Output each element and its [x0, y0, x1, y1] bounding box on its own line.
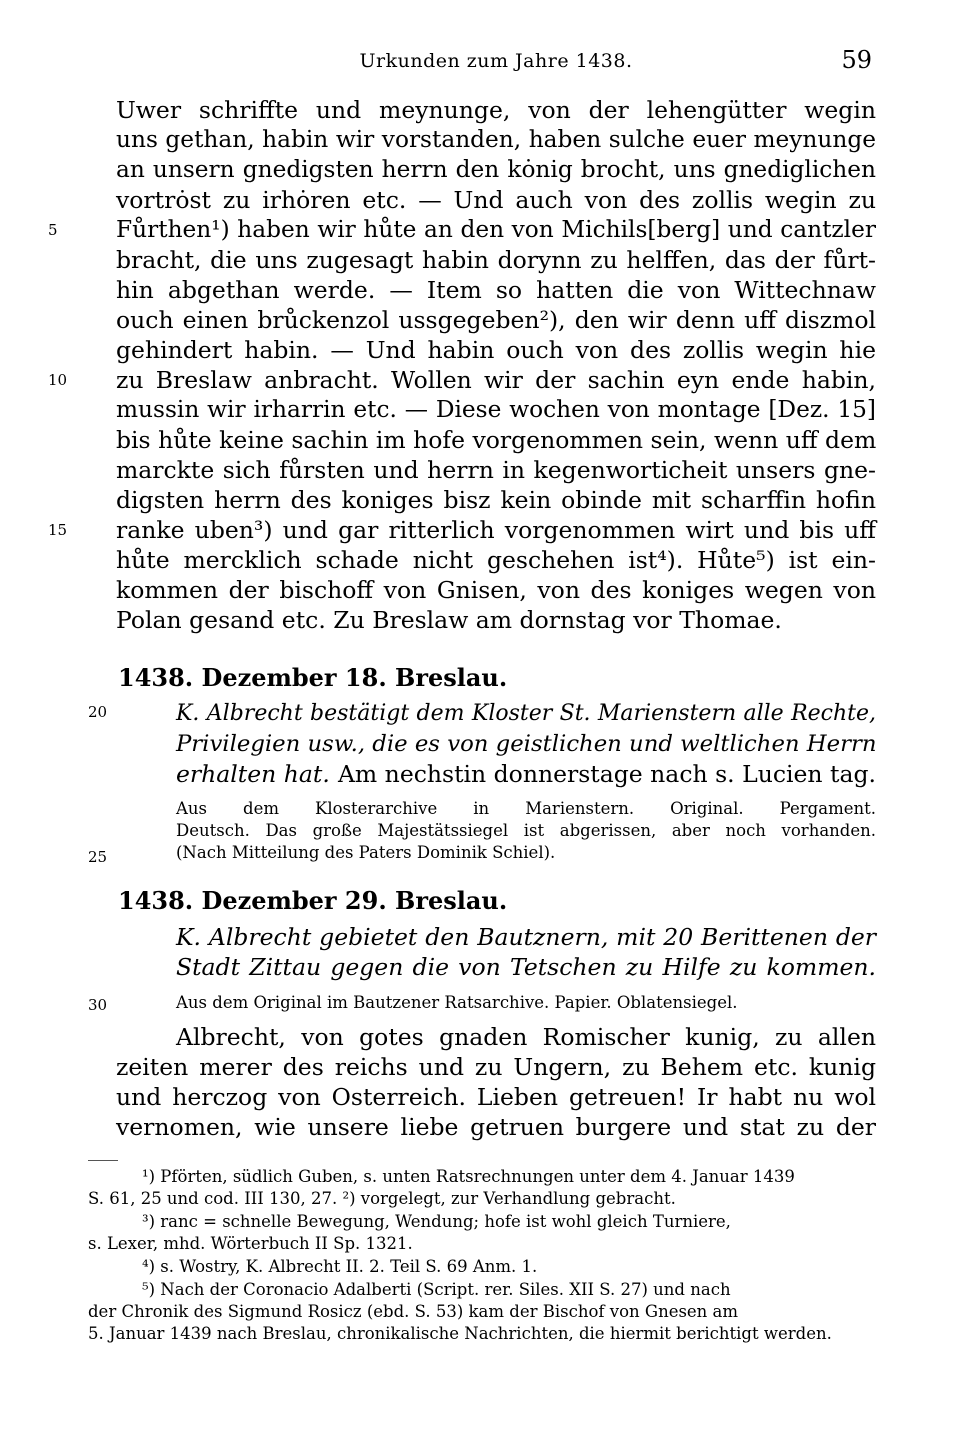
body-line: an unsern gnedigsten herrn den kȯnig brocht, uns gnediglichen: [116, 156, 876, 183]
body-line: digsten herrn des koniges bisz kein obinde mit scharffin hofin: [116, 486, 876, 514]
footnote-line: der Chronik des Sigmund Rosicz (ebd. S. 53) kam der Bischof von Gnesen am: [88, 1302, 739, 1321]
footnote-line: ¹) Pförten, südlich Guben, s. unten Ratsrechnungen unter dem 4. Januar 1439: [142, 1167, 795, 1186]
margin-line-number: 15: [48, 521, 68, 539]
page-number: 59: [841, 46, 872, 74]
source-note-line: Deutsch. Das große Majestätssiegel ist abgerissen, aber noch vorhanden.: [176, 821, 876, 840]
entry-summary-last: [176, 759, 876, 789]
margin-line-number: 10: [48, 371, 68, 389]
margin-line-number: 25: [88, 848, 108, 866]
body-line: Polan gesand etc. Zu Breslaw am dornstag vor Thomae.: [116, 606, 782, 634]
entry-summary-line: Privilegien usw., die es von geistlichen und weltlichen Herrn: [176, 731, 877, 757]
margin-line-number: 30: [88, 996, 108, 1014]
body-line: ranke uben³) und gar ritterlich vorgenommen wirt und bis uff: [116, 516, 876, 544]
body-line: uns gethan, habin wir vorstanden, haben sulche euer meynunge: [116, 126, 876, 153]
body-line: bis hůte keine sachin im hofe vorgenommen sein, wenn uff dem: [116, 426, 877, 454]
body-line: Uwer schriffte und meynunge, von der lehengütter wegin: [116, 96, 876, 124]
margin-line-number: 5: [48, 221, 58, 239]
body-line: marckte sich fůrsten und herrn in kegenworticheit unsers gne-: [116, 456, 876, 484]
running-title: Urkunden zum Jahre 1438.: [359, 50, 633, 72]
page-header: [116, 46, 876, 80]
body-line: kommen der bischoff von Gnisen, von des koniges wegen von: [116, 576, 876, 604]
body-line: mussin wir irharrin etc. — Diese wochen von montage [Dez. 15]: [116, 396, 876, 423]
footnote-line: ⁵) Nach der Coronacio Adalberti (Script. rer. Siles. XII S. 27) und nach: [142, 1280, 731, 1299]
footnote-line: ³) ranc = schnelle Bewegung, Wendung; hofe ist wohl gleich Turniere,: [142, 1212, 731, 1231]
body-line: gehindert habin. — Und habin ouch von des zollis wegin hie: [116, 336, 876, 364]
footnote-line: 5. Januar 1439 nach Breslau, chronikalische Nachrichten, die hiermit berichtigt werden.: [88, 1324, 832, 1343]
body-line: hůte mercklich schade nicht geschehen ist⁴). Hůte⁵) ist ein-: [116, 546, 876, 574]
entry-summary-line: Stadt Zittau gegen die von Tetschen zu Hilfe zu kommen.: [176, 953, 876, 981]
source-note-line: (Nach Mitteilung des Paters Dominik Schiel).: [176, 843, 556, 862]
body-line: hin abgethan werde. — Item so hatten die von Wittechnaw: [116, 276, 876, 304]
entry-summary-line: K. Albrecht gebietet den Bautznern, mit 20 Berittenen der: [176, 923, 876, 951]
body-line: vernomen, wie unsere liebe getruen burgere und stat zu der: [116, 1113, 876, 1141]
entry-heading: 1438. Dezember 29. Breslau.: [118, 886, 508, 915]
body-line: ouch einen brůckenzol ussgegeben²), den wir denn uff diszmol: [116, 306, 876, 334]
footnote-rule: [88, 1160, 118, 1161]
body-line: bracht, die uns zugesagt habin dorynn zu helffen, das der fůrt-: [116, 246, 876, 274]
body-line: und herczog von Osterreich. Lieben getreuen! Ir habt nu wol: [116, 1083, 876, 1111]
footnote-line: S. 61, 25 und cod. III 130, 27. ²) vorgelegt, zur Verhandlung gebracht.: [88, 1189, 676, 1208]
footnote-line: s. Lexer, mhd. Wörterbuch II Sp. 1321.: [88, 1234, 413, 1253]
body-line: Albrecht, von gotes gnaden Romischer kunig, zu allen: [176, 1023, 876, 1051]
footnote-line: ⁴) s. Wostry, K. Albrecht II. 2. Teil S. 69 Anm. 1.: [142, 1257, 538, 1276]
margin-line-number: 20: [88, 703, 108, 721]
source-note-line: Aus dem Original im Bautzener Ratsarchive. Papier. Oblatensiegel.: [176, 993, 738, 1012]
body-line: Fůrthen¹) haben wir hůte an den von Michils[berg] und cantzler: [116, 216, 876, 243]
entry-summary-end: erhalten hat.: [176, 760, 330, 788]
entry-heading: 1438. Dezember 18. Breslau.: [118, 663, 508, 692]
entry-date-text: Am nechstin donnerstage nach s. Lucien tag.: [337, 760, 876, 788]
body-line: zeiten merer des reichs und zu Ungern, zu Behem etc. kunig: [116, 1053, 876, 1081]
body-line: zu Breslaw anbracht. Wollen wir der sachin eyn ende habin,: [116, 366, 876, 394]
source-note-line: Aus dem Klosterarchive in Marienstern. Original. Pergament.: [176, 799, 876, 818]
body-line: vortrȯst zu irhȯren etc. — Und auch von des zollis wegin zu: [116, 186, 876, 214]
entry-summary-line: K. Albrecht bestätigt dem Kloster St. Marienstern alle Rechte,: [176, 701, 876, 726]
